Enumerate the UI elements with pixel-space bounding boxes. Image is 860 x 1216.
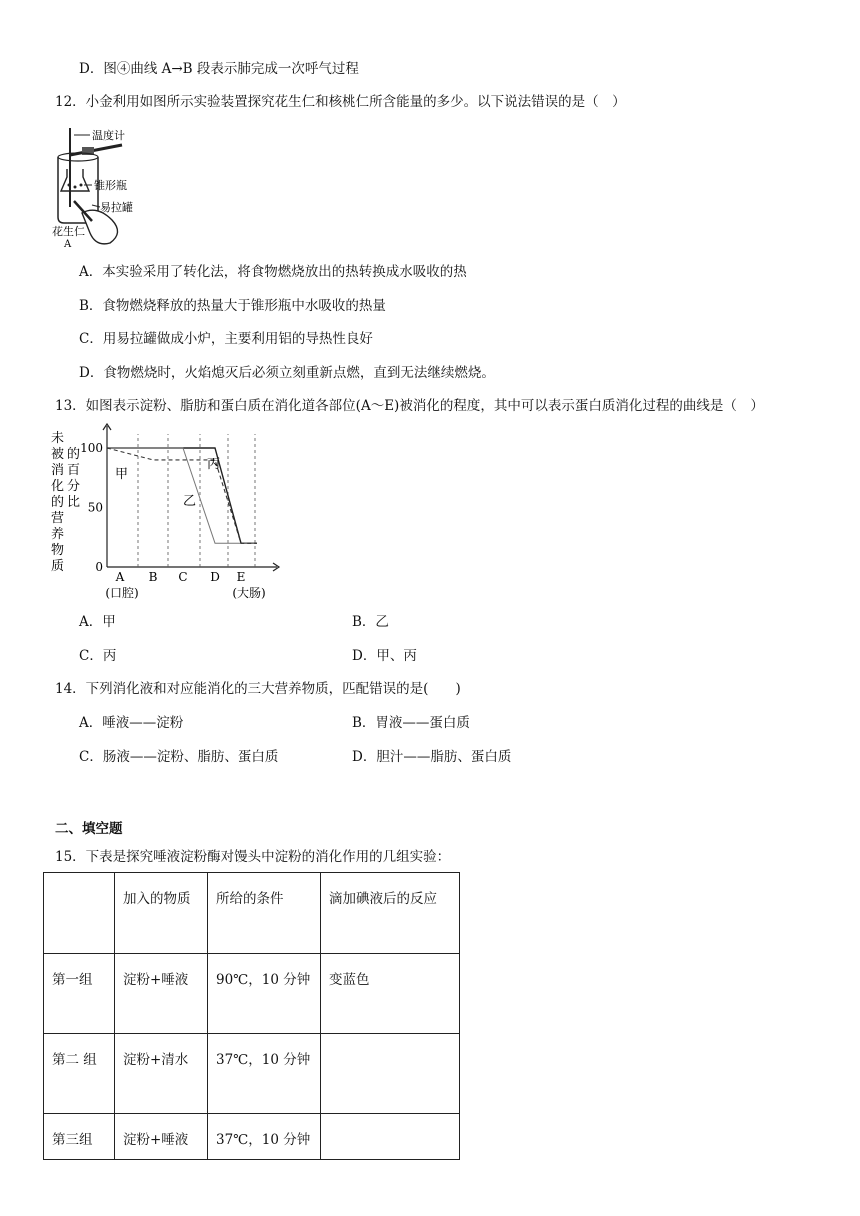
y-axis-label-char: 消 bbox=[51, 463, 65, 478]
series-line-2 bbox=[107, 448, 257, 543]
table-cell: 变蓝色 bbox=[321, 954, 460, 1034]
x-tick-label: B bbox=[148, 570, 158, 584]
experiment-table bbox=[43, 872, 460, 1160]
y-axis-label-char: 养 bbox=[51, 527, 65, 542]
label-flask: 锥形瓶 bbox=[94, 179, 127, 192]
y-tick-label: 0 bbox=[95, 560, 103, 574]
q13-stem: 13．如图表示淀粉、脂肪和蛋白质在消化道各部位(A～E)被消化的程度，其中可以表示蛋白质消化过程的曲线是（ ） bbox=[55, 398, 764, 414]
x-tick-sublabel: (口腔) bbox=[105, 586, 139, 600]
series-label: 甲 bbox=[115, 467, 129, 482]
q14-option-d: D．胆汁——脂肪、蛋白质 bbox=[352, 749, 512, 765]
y-tick-label: 100 bbox=[80, 441, 103, 455]
table-cell: 第三组 bbox=[44, 1114, 115, 1160]
q13-option-b: B．乙 bbox=[352, 614, 389, 630]
y-axis-label-char: 被 bbox=[51, 447, 65, 462]
x-tick-sublabel: (大肠) bbox=[232, 586, 266, 600]
y-tick-label: 50 bbox=[87, 500, 103, 515]
table-header-cell: 滴加碘液后的反应 bbox=[321, 873, 460, 954]
y-axis-label-char: 未 bbox=[51, 431, 65, 446]
x-tick-label: D bbox=[210, 570, 220, 584]
y-axis-label-char: 百 bbox=[67, 463, 81, 478]
y-axis-label-char: 化 bbox=[51, 479, 65, 494]
q15-stem: 15．下表是探究唾液淀粉酶对馒头中淀粉的消化作用的几组实验： bbox=[55, 849, 451, 865]
y-axis-label-char: 物 bbox=[51, 543, 65, 558]
x-tick-label: E bbox=[236, 570, 246, 584]
q14-option-c: C．肠液——淀粉、脂肪、蛋白质 bbox=[79, 749, 279, 765]
q13-option-c: C．丙 bbox=[79, 648, 117, 664]
q14-stem: 14．下列消化液和对应能消化的三大营养物质，匹配错误的是( ) bbox=[55, 681, 461, 697]
table-cell bbox=[321, 1034, 460, 1114]
y-axis-label-char: 营 bbox=[51, 511, 65, 526]
q12-option-d: D．食物燃烧时，火焰熄灭后必须立刻重新点燃，直到无法继续燃烧。 bbox=[79, 365, 495, 381]
apparatus-figure bbox=[52, 125, 162, 250]
q12-option-c: C．用易拉罐做成小炉，主要利用铝的导热性良好 bbox=[79, 331, 373, 347]
table-cell: 90℃，10 分钟 bbox=[208, 954, 321, 1034]
series-label: 乙 bbox=[183, 494, 197, 509]
table-cell: 37℃，10 分钟 bbox=[208, 1034, 321, 1114]
q14-option-b: B．胃液——蛋白质 bbox=[352, 715, 470, 731]
section-heading: 二、填空题 bbox=[55, 821, 123, 837]
series-line-3 bbox=[107, 448, 257, 543]
series-label: 丙 bbox=[207, 457, 221, 472]
y-axis-label-char: 质 bbox=[51, 559, 65, 574]
q14-option-a: A．唾液——淀粉 bbox=[79, 715, 184, 731]
table-header-cell bbox=[44, 873, 115, 954]
table-row bbox=[44, 1114, 460, 1160]
table-cell: 第二 组 bbox=[44, 1034, 115, 1114]
table-cell: 第一组 bbox=[44, 954, 115, 1034]
y-axis-label-char: 的 bbox=[67, 447, 81, 462]
label-a: A bbox=[64, 239, 72, 250]
q12-option-b: B．食物燃烧释放的热量大于锥形瓶中水吸收的热量 bbox=[79, 298, 386, 314]
label-peanut: 花生仁 bbox=[52, 225, 85, 238]
table-cell: 淀粉+清水 bbox=[115, 1034, 208, 1114]
digestion-chart bbox=[45, 420, 285, 610]
table-header-cell: 所给的条件 bbox=[208, 873, 321, 954]
table-row bbox=[44, 1034, 460, 1114]
q12-option-a: A．本实验采用了转化法，将食物燃烧放出的热转换成水吸收的热 bbox=[79, 264, 467, 280]
table-cell: 淀粉+唾液 bbox=[115, 954, 208, 1034]
q11-option-d: D．图④曲线 A→B 段表示肺完成一次呼气过程 bbox=[79, 61, 359, 77]
y-axis-label-char: 的 bbox=[51, 495, 65, 510]
series-line-1 bbox=[107, 448, 257, 543]
x-tick-label: A bbox=[115, 570, 125, 584]
table-cell: 淀粉+唾液 bbox=[115, 1114, 208, 1160]
table-cell bbox=[321, 1114, 460, 1160]
y-axis-label-char: 比 bbox=[67, 495, 81, 510]
q12-stem: 12．小金利用如图所示实验装置探究花生仁和核桃仁所含能量的多少。以下说法错误的是（ ） bbox=[55, 94, 626, 110]
table-row bbox=[44, 954, 460, 1034]
table-header-cell: 加入的物质 bbox=[115, 873, 208, 954]
table-header-row bbox=[44, 873, 460, 954]
label-can: 易拉罐 bbox=[100, 201, 133, 214]
table-cell: 37℃，10 分钟 bbox=[208, 1114, 321, 1160]
y-axis-label-char: 分 bbox=[67, 479, 81, 494]
q13-option-d: D．甲、丙 bbox=[352, 648, 417, 664]
q13-option-a: A．甲 bbox=[79, 614, 116, 630]
x-tick-label: C bbox=[178, 570, 188, 584]
label-thermometer: 温度计 bbox=[92, 129, 125, 142]
